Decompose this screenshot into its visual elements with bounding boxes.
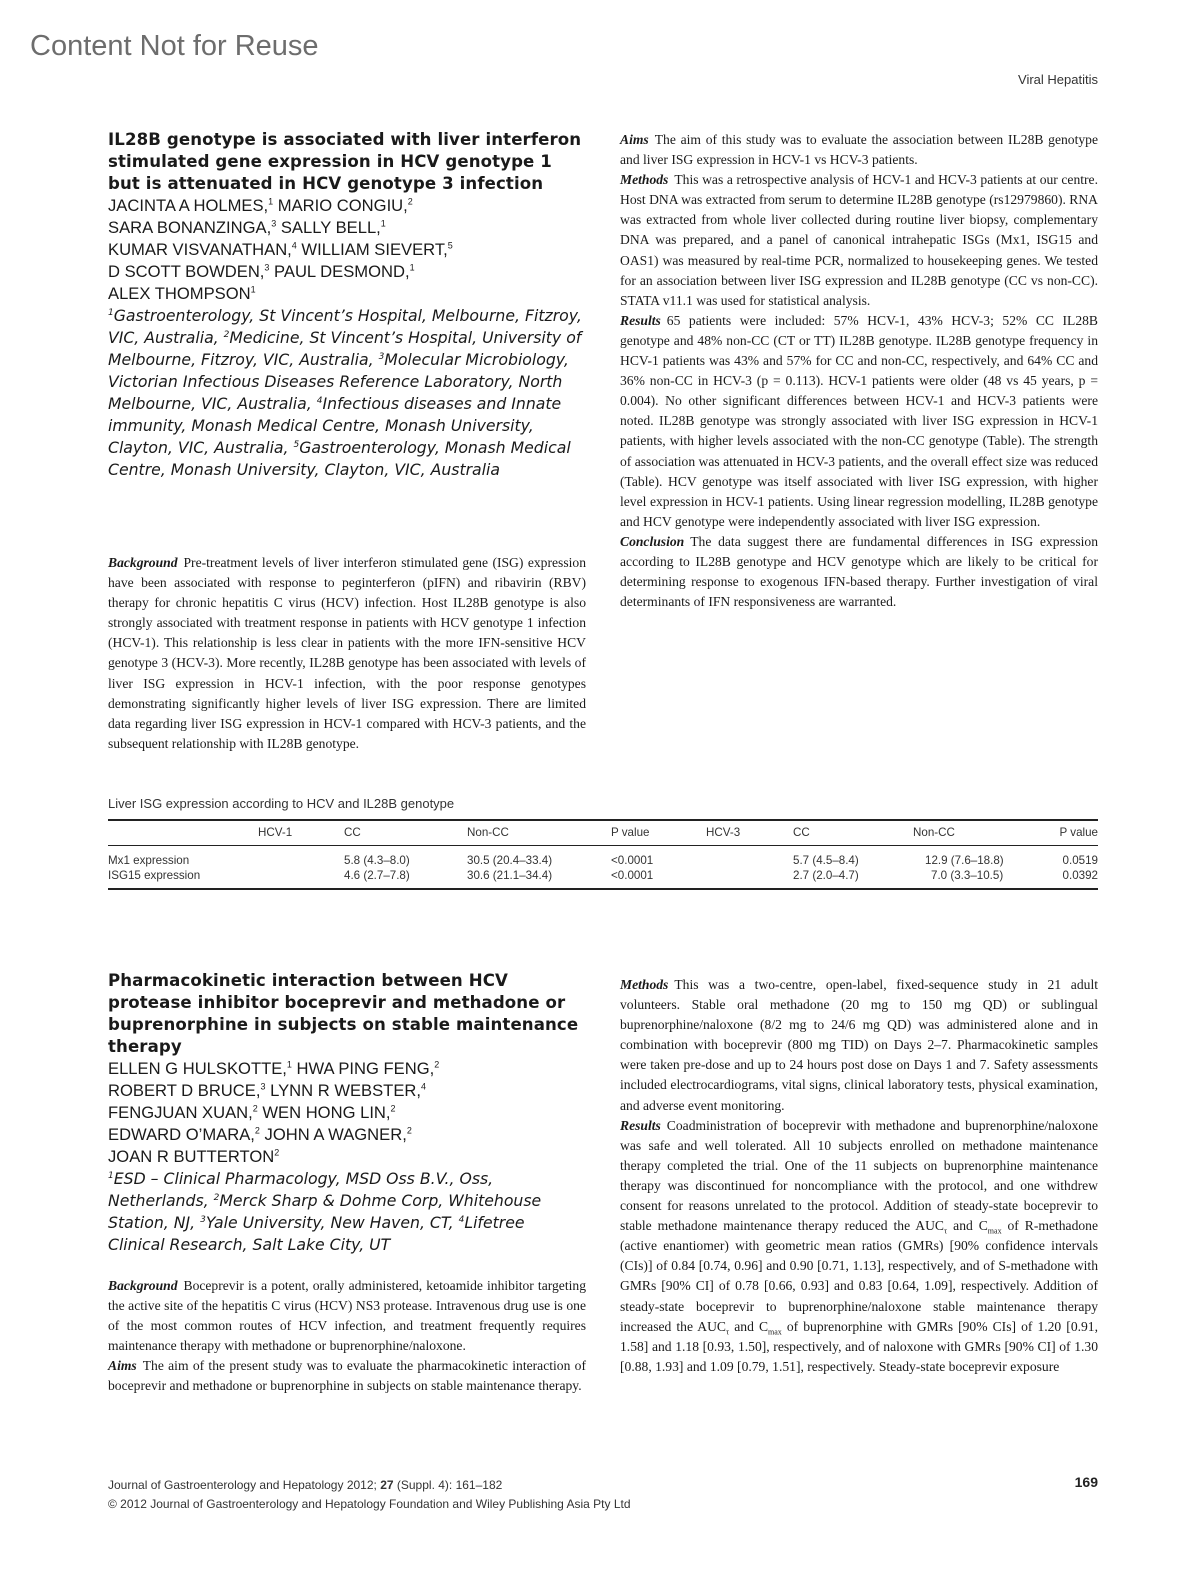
abstract1-title: IL28B genotype is associated with liver interferon stimulated gene expression in HCV genotype 1 but is attenuated in HCV genotype 3 infection: [108, 130, 582, 193]
author: JOHN A WAGNER,: [259, 1125, 407, 1144]
author-sup: 1: [409, 262, 415, 273]
affiliation: Medicine, St Vincent’s Hospital, University of Melbourne, Fitzroy, VIC, Australia,: [108, 328, 582, 369]
subscript-tau: τ: [726, 1327, 730, 1337]
results-text: and C: [947, 1218, 988, 1234]
abstract2-methods: [620, 975, 1098, 1116]
table-caption: Liver ISG expression according to HCV and IL28B genotype: [108, 796, 455, 811]
author: WEN HONG LIN,: [257, 1103, 391, 1122]
author-sup: 2: [390, 1103, 396, 1114]
background-heading: Background: [108, 1278, 178, 1293]
affiliation: Gastroenterology, St Vincent’s Hospital, Melbourne, Fitzroy, VIC, Australia,: [108, 306, 582, 347]
author-sup: 2: [434, 1059, 440, 1070]
section-label: Viral Hepatitis: [1018, 72, 1098, 87]
methods-heading: Methods: [620, 977, 669, 992]
author: MARIO CONGIU,: [273, 196, 408, 215]
table-header-cell: CC: [793, 826, 810, 839]
conclusion-heading: Conclusion: [620, 533, 685, 549]
author: FENGJUAN XUAN,: [108, 1103, 253, 1122]
affil-sup: 2: [213, 1192, 220, 1203]
author-sup: 5: [447, 240, 453, 251]
table-cell: 0.0392: [1062, 869, 1098, 882]
author: D SCOTT BOWDEN,: [108, 262, 265, 281]
affil-sup: 1: [108, 307, 114, 318]
author: HWA PING FENG,: [291, 1059, 435, 1078]
author: PAUL DESMOND,: [269, 262, 410, 281]
author-sup: 3: [264, 262, 270, 273]
abstract2-title: Pharmacokinetic interaction between HCV protease inhibitor boceprevir and methadone or buprenorphine in subjects on stable maintenance therapy: [108, 971, 579, 1056]
journal-citation: [108, 1476, 631, 1495]
results-text: of buprenorphine with GMRs [90% CIs] of 1.20 [0.91, 1.58] and 1.18 [0.93, 1.50], respectively, and of naloxone with GMRs [90% CI] of 1.30 [0.88, 1.93] and 1.09 [0.79, 1.51], respectively. Steady-state boceprevir exposure: [620, 1318, 1099, 1374]
affil-sup: 4: [458, 1214, 465, 1225]
copyright: © 2012 Journal of Gastroenterology and Hepatology Foundation and Wiley Publishing Asia Pty Ltd: [108, 1497, 631, 1511]
table-cell: <0.0001: [611, 869, 654, 882]
table-header-cell: P value: [1059, 826, 1098, 839]
affiliation: Lifetree Clinical Research, Salt Lake City, UT: [108, 1213, 525, 1254]
table-row: [108, 868, 1098, 889]
affil-sup: 1: [108, 1170, 114, 1181]
background-text: Boceprevir is a potent, orally administered, ketoamide inhibitor targeting the active site of the hepatitis C virus (HCV) NS3 protease. Intravenous drug use is one of the most common routes of HCV infection, and treatment frequently requires maintenance therapy with methadone or buprenorphine/naloxone.: [108, 1278, 586, 1354]
results-text: 65 patients were included: 57% HCV-1, 43% HCV-3; 52% CC IL28B genotype and 48% non-CC (CT or TT) IL28B genotype. IL28B genotype frequency in HCV-1 patients was 43% and 57% for CC and non-CC, respectively, and 64% CC and 36% non-CC in HCV-3 (p = 0.113). HCV-1 patients were older (48 vs 45 years, p = 0.004). No other significant differences between HCV-1 and HCV-3 patients were noted. IL28B genotype was strongly associated with liver ISG expression in HCV-1 patients, with higher levels associated with the non-CC genotype (Table). The strength of association was attenuated in HCV-3 patients, and the overall effect size was reduced (Table). HCV genotype was itself associated with liver ISG expression, with higher level expression in HCV-1 patients. Using linear regression modelling, IL28B genotype and HCV genotype were independently associated with liver ISG expression.: [620, 312, 1098, 529]
table-cell: 2.7 (2.0–4.7): [793, 869, 859, 882]
table-header-cell: HCV-3: [706, 826, 741, 839]
affil-sup: 2: [223, 329, 230, 340]
abstract1-methods: [620, 170, 1098, 311]
subscript-tau: τ: [944, 1226, 948, 1236]
abstract1-aims: [620, 130, 1098, 170]
table-cell: <0.0001: [611, 854, 654, 867]
author-sup: 1: [250, 284, 256, 295]
affiliation: Merck Sharp & Dohme Corp, Whitehouse Station, NJ,: [108, 1191, 542, 1232]
subscript-max: max: [987, 1226, 1002, 1236]
table-header-row: [108, 820, 1098, 846]
abstract1-conclusion: [620, 532, 1098, 612]
abstract1-background-block: [108, 553, 586, 754]
page-footer: [108, 1476, 631, 1514]
author-sup: 2: [406, 1125, 412, 1136]
author: JOAN R BUTTERTON: [108, 1147, 275, 1166]
author-sup: 3: [271, 218, 277, 229]
affiliation: ESD – Clinical Pharmacology, MSD Oss B.V., Oss, Netherlands,: [108, 1169, 494, 1210]
aims-heading: Aims: [620, 132, 649, 147]
author: ROBERT D BRUCE,: [108, 1081, 261, 1100]
author: ELLEN G HULSKOTTE,: [108, 1059, 287, 1078]
table-cell: 30.5 (20.4–33.4): [467, 854, 553, 867]
methods-text: This was a two-centre, open-label, fixed-sequence study in 21 adult volunteers. Stable oral methadone (20 mg to 150 mg QD) or sublingual buprenorphine/naloxone (8/2 mg to 24/6 mg QD) was administered alone and in combination with boceprevir (800 mg TID) on Days 2–7. Pharmacokinetic samples were taken pre-dose and up to 24 hours post dose on Days 1 and 7. Safety assessments included electrocardiograms, vital signs, clinical laboratory tests, physical examination, and adverse event monitoring.: [620, 977, 1098, 1113]
table-header-cell: Non-CC: [467, 826, 509, 839]
author-sup: 4: [291, 240, 297, 251]
results-text: and C: [729, 1318, 769, 1334]
aims-text: The aim of this study was to evaluate the association between IL28B genotype and liver ISG expression in HCV-1 vs HCV-3 patients.: [620, 132, 1098, 168]
table-cell: 30.6 (21.1–34.4): [467, 869, 553, 882]
page-number: 169: [1074, 1474, 1098, 1490]
abstract2-background: [108, 1276, 586, 1356]
table-cell: [258, 846, 344, 869]
author: WILLIAM SIEVERT,: [296, 240, 448, 259]
author-sup: 2: [407, 196, 413, 207]
abstract1-right-column: [620, 130, 1098, 612]
table-header-cell: CC: [344, 826, 361, 839]
background-heading: Background: [108, 555, 178, 570]
abstract2-results: [620, 1116, 1098, 1377]
table-header-cell: Non-CC: [913, 826, 955, 839]
author: JACINTA A HOLMES,: [108, 196, 269, 215]
table-header-cell: [108, 820, 258, 846]
abstract1-authors: [108, 195, 586, 305]
abstract2-authors: [108, 1058, 586, 1168]
abstract2-aims: [108, 1356, 586, 1396]
affil-sup: 5: [293, 439, 300, 450]
table-cell: 5.8 (4.3–8.0): [344, 854, 410, 867]
journal-pages: (Suppl. 4): 161–182: [393, 1478, 503, 1492]
abstract1-results: [620, 311, 1098, 532]
author-sup: 3: [260, 1081, 266, 1092]
affiliation: Yale University, New Haven, CT,: [205, 1213, 459, 1232]
author: SALLY BELL,: [276, 218, 381, 237]
results-heading: Results: [620, 312, 661, 328]
results-text: Coadministration of boceprevir with methadone and buprenorphine/naloxone was safe and well tolerated. All 10 subjects enrolled on methadone maintenance therapy completed the trial. One of the 11 subjects on buprenorphine maintenance therapy was discontinued for noncompliance with the protocol, and one withdrew consent for reasons unrelated to the protocol. Addition of steady-state boceprevir to stable methadone maintenance therapy reduced the AUC: [620, 1117, 1098, 1234]
table-cell: Mx1 expression: [108, 854, 190, 867]
author: ALEX THOMPSON: [108, 284, 251, 303]
affiliation: Infectious diseases and Innate immunity, Monash Medical Centre, Monash University, Clayton, VIC, Australia,: [108, 394, 562, 457]
author-sup: 2: [252, 1103, 258, 1114]
aims-text: The aim of the present study was to evaluate the pharmacokinetic interaction of boceprevir and methadone or buprenorphine in subjects on stable maintenance therapy.: [108, 1358, 586, 1394]
table-row: [108, 846, 1098, 869]
isg-table-block: [108, 796, 1098, 890]
table-cell: 7.0 (3.3–10.5): [931, 869, 1004, 882]
author-sup: 2: [254, 1125, 260, 1136]
affil-sup: 4: [316, 395, 323, 406]
affil-sup: 3: [200, 1214, 206, 1225]
table-header-cell: HCV-1: [258, 826, 293, 839]
author: SARA BONANZINGA,: [108, 218, 272, 237]
table-cell: 0.0519: [1062, 854, 1098, 867]
table-cell: 4.6 (2.7–7.8): [344, 869, 410, 882]
results-heading: Results: [620, 1117, 661, 1133]
author: KUMAR VISVANATHAN,: [108, 240, 292, 259]
author-sup: 1: [380, 218, 386, 229]
table-cell: ISG15 expression: [108, 869, 201, 882]
journal-volume: 27: [380, 1478, 394, 1492]
affil-sup: 3: [378, 351, 385, 362]
table-cell: [706, 868, 793, 889]
background-text: Pre-treatment levels of liver interferon stimulated gene (ISG) expression have been associated with response to peginterferon (pIFN) and ribavirin (RBV) therapy for chronic hepatitis C virus (HCV) infection. Host IL28B genotype is also strongly associated with treatment response in patients with HCV genotype 1 infection (HCV-1). This relationship is less clear in patients with the more IFN-sensitive HCV genotype 3 (HCV-3). More recently, IL28B genotype has been associated with levels of liver ISG expression in HCV-1 infection, with the poor response genotypes demonstrating significantly higher levels of liver ISG expression. There are limited data regarding liver ISG expression in HCV-1 compared with HCV-3 patients, and the subsequent relationship with IL28B genotype.: [108, 555, 586, 751]
watermark: Content Not for Reuse: [30, 30, 319, 62]
abstract2-left-body: [108, 1276, 586, 1397]
conclusion-text: The data suggest there are fundamental differences in ISG expression according to IL28B genotype and HCV genotype which are likely to be critical for determining response to exogenous IFN-based therapy. Further investigation of viral determinants of IFN responsiveness are warranted.: [620, 533, 1098, 610]
table-cell: 12.9 (7.6–18.8): [925, 854, 1004, 867]
abstract2-right-column: [620, 975, 1098, 1377]
table-cell: 5.7 (4.5–8.4): [793, 854, 859, 867]
aims-heading: Aims: [108, 1358, 137, 1374]
abstract1-background: [108, 553, 586, 754]
subscript-max: max: [768, 1327, 782, 1337]
abstract2-header: [108, 970, 586, 1256]
abstract1-affiliations: [108, 305, 586, 481]
table-header-cell: P value: [611, 826, 650, 839]
author-sup: 1: [286, 1059, 292, 1070]
table-cell: [706, 846, 793, 869]
author-sup: 4: [420, 1081, 426, 1092]
journal-name: Journal of Gastroenterology and Hepatology 2012;: [108, 1478, 381, 1492]
methods-text: This was a retrospective analysis of HCV-1 and HCV-3 patients at our centre. Host DNA was extracted from serum to determine IL28B genotype (rs12979860). RNA was extracted from whole liver collected during routine liver biopsy, complementary DNA was prepared, and a panel of canonical intrahepatic ISGs (Mx1, ISG15 and OAS1) was measured by real-time PCR, normalized to housekeeping genes. We tested for an association between liver ISG expression and IL28B genotype (CC vs non-CC). STATA v11.1 was used for statistical analysis.: [620, 172, 1098, 308]
isg-table: [108, 819, 1098, 890]
author-sup: 1: [268, 196, 274, 207]
affiliation: Molecular Microbiology, Victorian Infectious Diseases Reference Laboratory, North Melbourne, VIC, Australia,: [108, 350, 569, 413]
author: LYNN R WEBSTER,: [265, 1081, 421, 1100]
abstract1-header: [108, 129, 586, 481]
author-sup: 2: [274, 1147, 280, 1158]
author: EDWARD O’MARA,: [108, 1125, 255, 1144]
abstract2-affiliations: [108, 1168, 586, 1256]
affiliation: Gastroenterology, Monash Medical Centre, Monash University, Clayton, VIC, Australia: [108, 438, 571, 479]
results-text: of R-methadone (active enantiomer) with geometric mean ratios (GMRs) [90% confidence intervals (CIs)] of 0.84 [0.74, 0.96] and 0.90 [0.71, 1.13], respectively, and of S-methadone with GMRs [90% CI] of 0.78 [0.66, 0.93] and 0.83 [0.64, 1.09], respectively. Addition of steady-state boceprevir to buprenorphine/naloxone stable maintenance therapy increased the AUC: [620, 1218, 1099, 1334]
table-cell: [258, 868, 344, 889]
methods-heading: Methods: [620, 172, 669, 188]
